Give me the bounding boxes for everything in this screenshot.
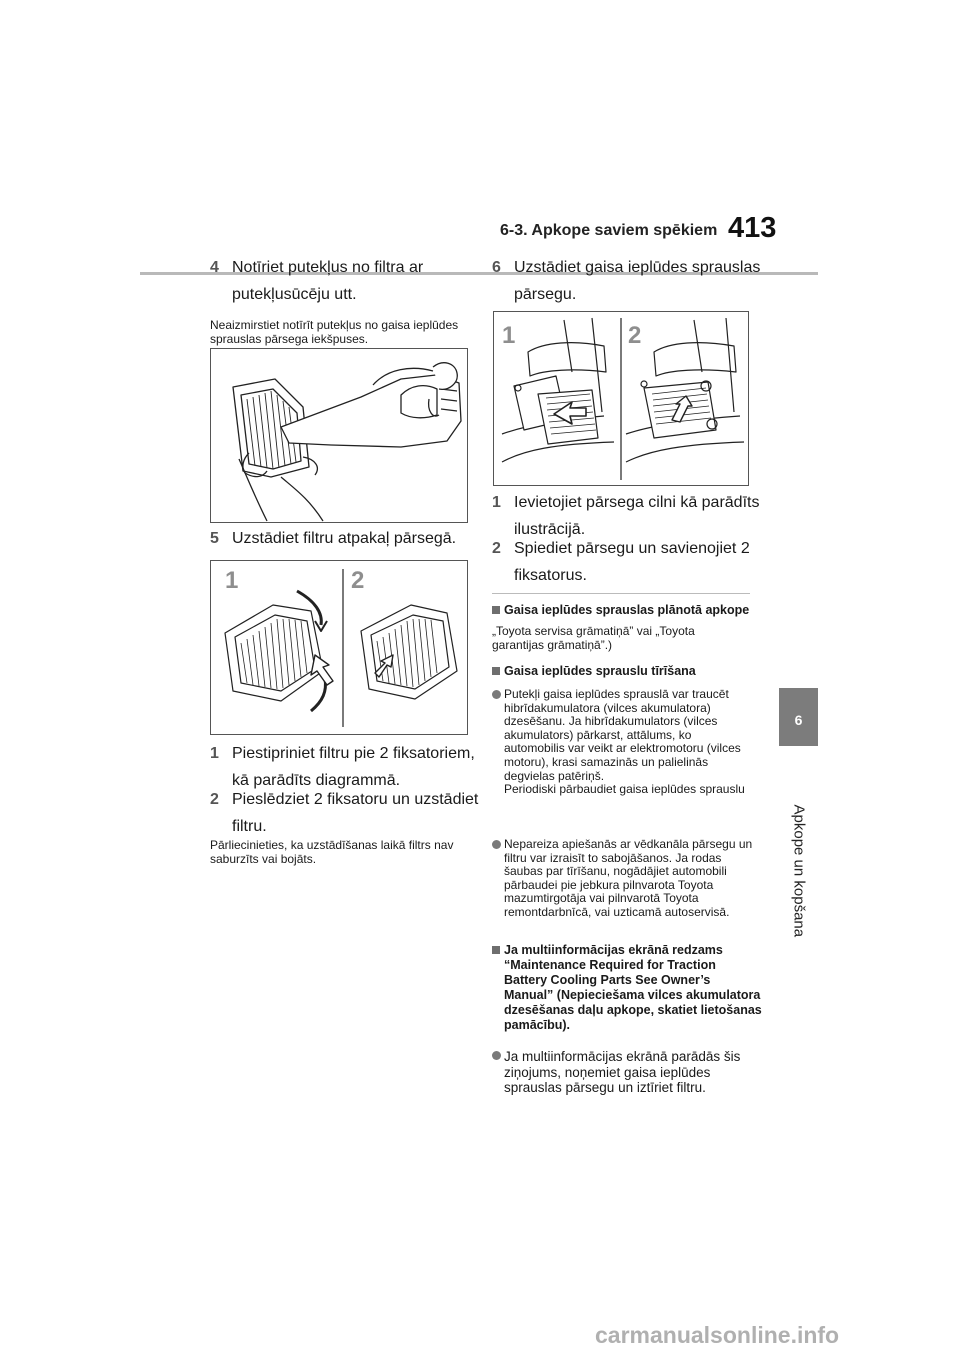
step-4 [210,254,482,308]
cover-install-illustration [493,311,749,486]
vacuum-cleaning-illustration [210,348,468,523]
install-note: Pārliecinieties, ka uzstādīšanas laikā filtrs nav saburzīts vai bojāts. [210,838,454,866]
step-number: 4 [210,259,219,276]
section-divider [492,593,750,594]
step-text: Notīriet putekļus no filtra ar putekļusūcēju utt. [232,259,424,303]
scheduled-maintenance-body: „Toyota servisa grāmatiņā” vai „Toyota garantijas grāmatiņā”.) [492,624,695,652]
page-number: 413 [728,212,777,244]
step-text: Pieslēdziet 2 fiksatoru un uzstādiet filtru. [232,791,479,835]
step-6 [492,254,774,308]
step-number: 6 [492,259,501,276]
heading-cleaning: Gaisa ieplūdes sprauslu tīrīšana [492,664,762,679]
heading-maintenance-message: Ja multiinformācijas ekrānā redzams “Maintenance Required for Traction Battery Cooling Parts See Owner’s Manual” (Nepieciešama vilces akumulatora dzesēšanas daļu apkope, skatiet lietošanas pamācību). [492,943,762,1033]
filter-install-illustration [210,560,468,735]
step-number: 2 [210,791,219,808]
step-number: 1 [210,745,219,762]
bullet-text-extra: Periodiski pārbaudiet gaisa ieplūdes sprauslu [504,782,745,797]
step-number: 5 [210,530,219,547]
bullet-handling-warning [492,838,758,920]
figure-label-2: 2 [628,322,642,349]
figure-label-1: 1 [502,322,516,349]
substep-2 [210,786,484,840]
step-4-note: Neaizmirstiet notīrīt putekļus no gaisa ieplūdes sprauslas pārsega iekšpuses. [210,318,459,346]
step-text: Ievietojiet pārsega cilni kā parādīts ilustrācijā. [514,494,760,538]
bullet-message-action [492,1049,762,1096]
bullet-text: Nepareiza apiešanās ar vēdkanāla pārsegu un filtru var izraisīt to sabojāšanos. Ja rodas šaubas par tīrīšanu, nogādājiet automobili pārbaudei pie jebkura pilnvarota Toyota mazumtirgotāja vai pilnvarotā Toyota remontdarbnīcā, vai uzticamā autoservisā. [504,837,753,919]
figure-label-2: 2 [351,567,365,594]
bullet-text: Putekļi gaisa ieplūdes sprauslā var traucēt hibrīdakumulatora (vilces akumulatora) dzesēšanu. Ja hibrīdakumulators (vilces akumulators) pārkarst, attālums, ko automobilis var veikt ar elektromotoru (vilces motoru), krasi samazinās un palielinās degvielas patēriņš. [504,687,741,783]
chapter-number: 6 [794,712,803,728]
step-text: Uzstādiet gaisa ieplūdes sprauslas pārsegu. [514,259,761,303]
step-number: 2 [492,540,501,557]
bullet-dust-warning [492,688,754,797]
section-title: 6-3. Apkope saviem spēkiem [500,222,718,239]
heading-scheduled-maintenance: Gaisa ieplūdes sprauslas plānotā apkope [492,603,762,618]
step-5 [210,525,482,552]
step-number: 1 [492,494,501,511]
figure-label-1: 1 [225,567,239,594]
step-text: Uzstādiet filtru atpakaļ pārsegā. [232,530,457,547]
bullet-text: Ja multiinformācijas ekrānā parādās šis ziņojums, noņemiet gaisa ieplūdes sprauslas pārsegu un iztīriet filtru. [504,1049,741,1095]
step-text: Piestipriniet filtru pie 2 fiksatoriem, kā parādīts diagrammā. [232,745,475,789]
chapter-title: Apkope un kopšana [790,804,808,938]
watermark: carmanualsonline.info [595,1322,840,1348]
step-text: Spiediet pārsegu un savienojiet 2 fiksatorus. [514,540,750,584]
substep-2 [492,535,776,589]
